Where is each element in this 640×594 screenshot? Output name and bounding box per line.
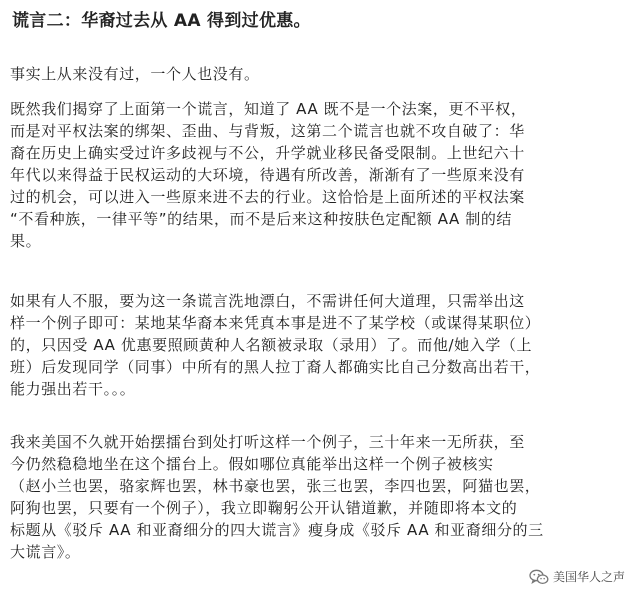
paragraph-line: 样一个例子即可：某地某华裔本来凭真本事是进不了某学校（或谋得某职位） — [10, 314, 541, 332]
paragraph-2 — [10, 98, 630, 252]
paragraph-1 — [10, 63, 630, 85]
paragraph-line: 班）后发现同学（同事）中所有的黑人拉丁裔人都确实比自己分数高出若干， — [10, 358, 541, 376]
paragraph-3 — [10, 290, 630, 400]
paragraph-line: 裔在历史上确实受过许多歧视与不公，升学就业移民备受限制。上世纪六十 — [10, 144, 525, 162]
paragraph-line: 既然我们揭穿了上面第一个谎言，知道了 AA 既不是一个法案，更不平权， — [10, 100, 527, 118]
paragraph-line: 标题从《驳斥 AA 和亚裔细分的四大谎言》瘦身成《驳斥 AA 和亚裔细分的三 — [10, 521, 544, 539]
paragraph-line: （赵小兰也罢，骆家辉也罢，林书豪也罢，张三也罢，李四也罢，阿猫也罢， — [10, 477, 541, 495]
paragraph-line: 我来美国不久就开始摆擂台到处打听这样一个例子，三十年来一无所获，至 — [10, 433, 525, 451]
paragraph-line: 的，只因受 AA 优惠要照顾黄种人名额被录取（录用）了。而他/她入学（上 — [10, 336, 533, 354]
paragraph-line: 能力强出若干。。。 — [10, 380, 136, 398]
paragraph-line: 阿狗也罢，只要有一个例子），我立即鞠躬公开认错道歉，并随即将本文的 — [10, 499, 518, 517]
paragraph-line: 大谎言》。 — [10, 543, 81, 561]
source-watermark — [526, 567, 628, 586]
paragraph-line: “不看种族，一律平等”的结果，而不是后来这种按肤色定配额 AA 制的结 — [10, 210, 513, 228]
watermark-text: 美国华人之声 — [552, 570, 625, 584]
wechat-icon — [529, 569, 549, 585]
paragraph-line: 事实上从来没有过，一个人也没有。 — [10, 65, 260, 83]
paragraph-line: 过的机会，可以进入一些原来进不去的行业。这恰恰是上面所述的平权法案 — [10, 188, 525, 206]
paragraph-line: 今仍然稳稳地坐在这个擂台上。假如哪位真能举出这样一个例子被核实 — [10, 455, 494, 473]
section-heading: 谎言二：华裔过去从 AA 得到过优惠。 — [12, 11, 311, 31]
paragraph-line: 如果有人不服，要为这一条谎言洗地漂白，不需讲任何大道理，只需举出这 — [10, 292, 525, 310]
paragraph-line: 而是对平权法案的绑架、歪曲、与背叛，这第二个谎言也就不攻自破了：华 — [10, 122, 525, 140]
paragraph-4 — [10, 431, 630, 563]
paragraph-line: 果。 — [10, 232, 42, 250]
paragraph-line: 年代以来得益于民权运动的大环境，待遇有所改善，渐渐有了一些原来没有 — [10, 166, 525, 184]
